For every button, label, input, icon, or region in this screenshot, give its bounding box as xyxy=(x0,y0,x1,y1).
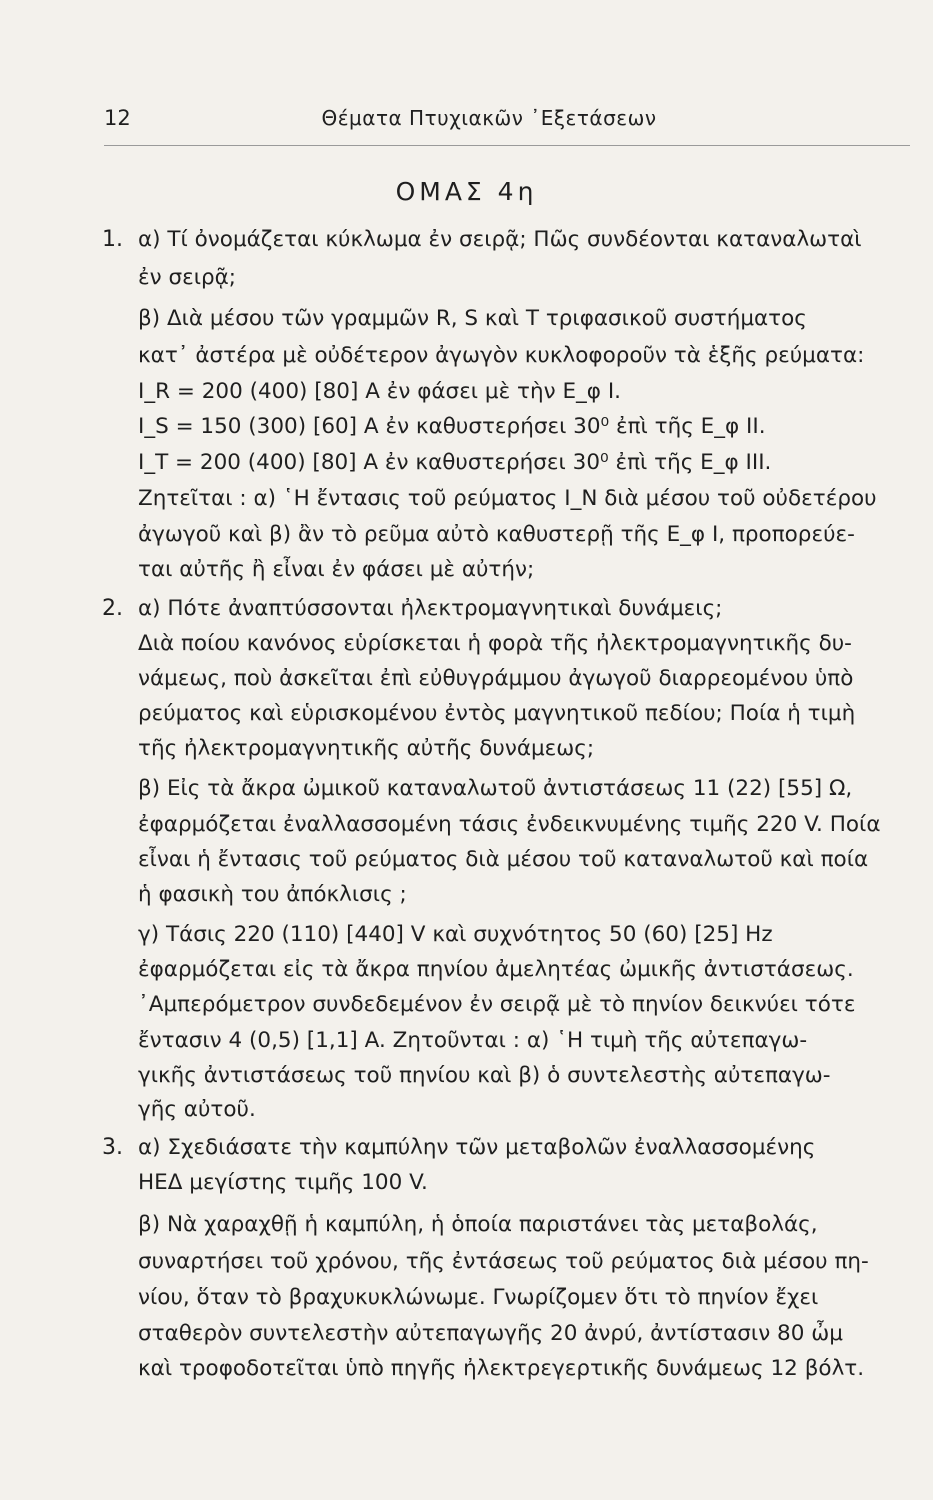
problem-line: I_S = 150 (300) [60] A ἐν καθυστερήσει 30⁰ ἐπὶ τῆς E_φ II. xyxy=(138,414,766,439)
page-header xyxy=(104,106,874,136)
problem-line: εἶναι ἡ ἔντασις τοῦ ρεύματος διὰ μέσου τοῦ καταναλωτοῦ καὶ ποία xyxy=(138,847,869,872)
problem-line: α) Πότε ἀναπτύσσονται ἠλεκτρομαγνητικαὶ δυνάμεις; xyxy=(138,596,723,621)
problem-line: β) Νὰ χαραχθῇ ἡ καμπύλη, ἡ ὁποία παριστάνει τὰς μεταβολάς, xyxy=(138,1212,818,1237)
problem-line: ἐφαρμόζεται εἰς τὰ ἄκρα πηνίου ἀμελητέας ὠμικῆς ἀντιστάσεως. xyxy=(138,957,854,982)
group-title: ΟΜΑΣ 4η xyxy=(395,177,538,206)
problem-line: ᾿Αμπερόμετρον συνδεδεμένον ἐν σειρᾷ μὲ τὸ πηνίον δεικνύει τότε xyxy=(138,992,856,1017)
problem-line: καὶ τροφοδοτεῖται ὑπὸ πηγῆς ἠλεκτρεγερτικῆς δυνάμεως 12 βόλτ. xyxy=(138,1356,865,1381)
problem-line: τῆς ἠλεκτρομαγνητικῆς αὐτῆς δυνάμεως; xyxy=(138,736,595,761)
problem-line: ἀγωγοῦ καὶ β) ἂν τὸ ρεῦμα αὐτὸ καθυστερῇ τῆς E_φ I, προπορεύε- xyxy=(138,522,855,547)
problem-line: ται αὐτῆς ἢ εἶναι ἐν φάσει μὲ αὐτήν; xyxy=(138,557,535,582)
problem-line: I_T = 200 (400) [80] A ἐν καθυστερήσει 30⁰ ἐπὶ τῆς E_φ III. xyxy=(138,450,772,475)
page-number: 12 xyxy=(104,106,131,130)
problem-line: γικῆς ἀντιστάσεως τοῦ πηνίου καὶ β) ὁ συντελεστὴς αὐτεπαγω- xyxy=(138,1063,831,1088)
problem-number: 3. xyxy=(102,1135,123,1160)
header-rule xyxy=(104,145,910,146)
problem-number: 1. xyxy=(102,227,123,252)
problem-line: α) Τί ὀνομάζεται κύκλωμα ἐν σειρᾷ; Πῶς συνδέονται καταναλωταὶ xyxy=(138,227,862,252)
problem-line: ἐν σειρᾷ; xyxy=(138,265,237,290)
problem-line: Ζητεῖται : α) ῾Η ἔντασις τοῦ ρεύματος I_N διὰ μέσου τοῦ οὐδετέρου xyxy=(138,486,877,511)
problem-line: Διὰ ποίου κανόνος εὑρίσκεται ἡ φορὰ τῆς ἠλεκτρομαγνητικῆς δυ- xyxy=(138,631,852,656)
problem-line: νάμεως, ποὺ ἀσκεῖται ἐπὶ εὐθυγράμμου ἀγωγοῦ διαρρεομένου ὑπὸ xyxy=(138,666,854,691)
problem-line: γῆς αὐτοῦ. xyxy=(138,1097,256,1122)
problem-line: ἡ φασικὴ του ἀπόκλισις ; xyxy=(138,882,407,907)
problem-line: I_R = 200 (400) [80] A ἐν φάσει μὲ τὴν E_φ I. xyxy=(138,379,621,404)
problem-line: β) Εἰς τὰ ἄκρα ὠμικοῦ καταναλωτοῦ ἀντιστάσεως 11 (22) [55] Ω, xyxy=(138,776,853,801)
problem-line: ρεύματος καὶ εὑρισκομένου ἐντὸς μαγνητικοῦ πεδίου; Ποία ἡ τιμὴ xyxy=(138,701,856,726)
problem-number: 2. xyxy=(102,596,123,621)
problem-line: ΗΕΔ μεγίστης τιμῆς 100 V. xyxy=(138,1170,428,1195)
problem-line: ἐφαρμόζεται ἐναλλασσομένη τάσις ἐνδεικνυμένης τιμῆς 220 V. Ποία xyxy=(138,812,881,837)
problem-line: συναρτήσει τοῦ χρόνου, τῆς ἐντάσεως τοῦ ρεύματος διὰ μέσου πη- xyxy=(138,1249,869,1274)
problem-line: β) Διὰ μέσου τῶν γραμμῶν R, S καὶ T τριφασικοῦ συστήματος xyxy=(138,306,807,331)
problem-line: νίου, ὅταν τὸ βραχυκυκλώνωμε. Γνωρίζομεν ὅτι τὸ πηνίον ἔχει xyxy=(138,1285,819,1310)
running-title: Θέματα Πτυχιακῶν ᾿Εξετάσεων xyxy=(321,106,657,130)
problem-line: κατ᾿ ἀστέρα μὲ οὐδέτερον ἀγωγὸν κυκλοφοροῦν τὰ ἑξῆς ρεύματα: xyxy=(138,343,865,368)
problem-line: σταθερὸν συντελεστὴν αὐτεπαγωγῆς 20 ἀνρύ, ἀντίστασιν 80 ὦμ xyxy=(138,1321,843,1346)
problem-line: ἔντασιν 4 (0,5) [1,1] A. Ζητοῦνται : α) ῾Η τιμὴ τῆς αὐτεπαγω- xyxy=(138,1028,808,1053)
problem-line: γ) Τάσις 220 (110) [440] V καὶ συχνότητος 50 (60) [25] Hz xyxy=(138,922,773,947)
problem-line: α) Σχεδιάσατε τὴν καμπύλην τῶν μεταβολῶν ἐναλλασσομένης xyxy=(138,1135,816,1160)
